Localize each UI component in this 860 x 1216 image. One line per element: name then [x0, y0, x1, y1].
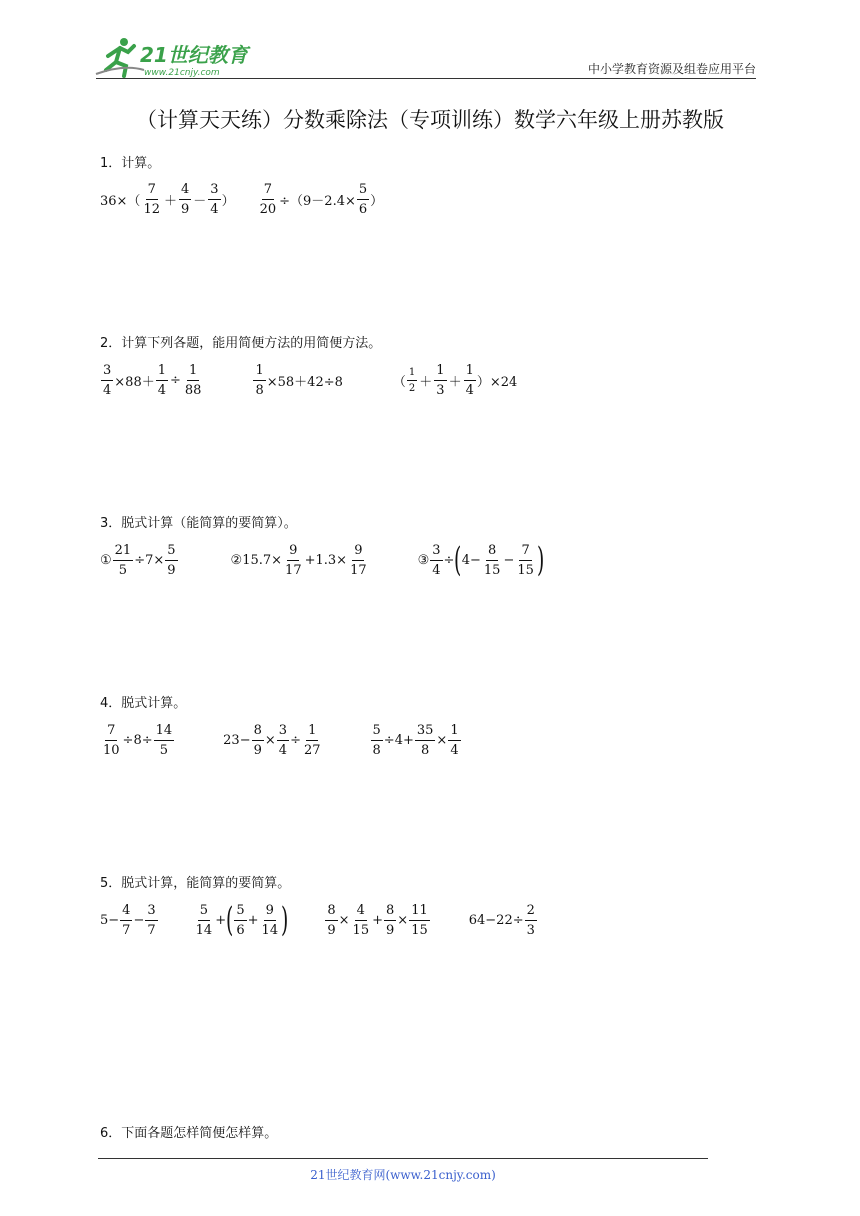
- question-1-expressions: [100, 177, 383, 221]
- denominator: 10: [103, 742, 120, 758]
- expr-text: ÷: [443, 552, 455, 568]
- expr-5a: [100, 903, 159, 938]
- question-6-label: 6．下面各题怎样简便怎样算。: [100, 1126, 278, 1141]
- denominator: 4: [465, 382, 474, 398]
- expr-3c: [417, 540, 545, 580]
- header-platform-text: 中小学教育资源及组卷应用平台: [587, 62, 756, 76]
- question-5-label: 5．脱式计算，能简算的要简算。: [100, 876, 291, 891]
- numerator: 8: [486, 543, 498, 561]
- numerator: 1: [448, 723, 460, 741]
- question-1-label: 1．计算。: [100, 156, 161, 171]
- denominator: 7: [122, 922, 131, 938]
- operator: +: [215, 912, 227, 928]
- question-4-expressions: [100, 718, 462, 762]
- numerator: 9: [352, 543, 364, 561]
- operator: ×: [264, 732, 276, 748]
- fraction: [156, 363, 168, 398]
- expr-text: ×58＋42÷8: [266, 374, 343, 390]
- fraction: [515, 543, 536, 578]
- expr-text: ）: [370, 193, 384, 209]
- left-paren: (: [454, 540, 462, 580]
- fraction: [141, 182, 162, 217]
- denominator: 8: [372, 742, 381, 758]
- expr-4c: [370, 723, 462, 758]
- numerator: 1: [464, 363, 476, 381]
- expr-text: ÷7×: [134, 552, 165, 568]
- numerator: 2: [525, 903, 537, 921]
- denominator: 9: [167, 562, 176, 578]
- numerator: 35: [415, 723, 436, 741]
- logo-url: www.21cnjy.com: [144, 68, 220, 78]
- denominator: 3: [526, 922, 535, 938]
- site-logo: [94, 34, 259, 80]
- expr-3a: [100, 543, 179, 578]
- expr-text: ③: [417, 552, 430, 568]
- fraction: [409, 903, 430, 938]
- fraction: [415, 723, 436, 758]
- operator: ÷: [290, 732, 301, 748]
- operator: ×: [397, 912, 409, 928]
- footer-text[interactable]: 21世纪教育网(www.21cnjy.com): [310, 1168, 496, 1182]
- operator: ＋: [448, 374, 462, 390]
- fraction: [234, 903, 246, 938]
- expr-text: ÷（9－2.4×: [279, 193, 356, 209]
- denominator: 4: [432, 562, 441, 578]
- fraction: [260, 903, 281, 938]
- numerator: 1: [434, 363, 446, 381]
- expr-text: ）: [221, 193, 235, 209]
- numerator: 1: [253, 363, 265, 381]
- denominator: 9: [181, 201, 190, 217]
- operator: ＋: [419, 374, 433, 390]
- operator: +: [372, 912, 383, 928]
- denominator: 4: [278, 742, 288, 758]
- operator: ×: [338, 912, 350, 928]
- numerator: 9: [287, 543, 299, 561]
- page-title: （计算天天练）分数乘除法（专项训练）数学六年级上册苏教版: [136, 108, 724, 132]
- fraction: [183, 363, 204, 398]
- numerator: 7: [262, 182, 274, 200]
- expr-text: ①: [100, 552, 112, 568]
- expr-text: 64−22÷: [468, 912, 524, 928]
- fraction: [371, 723, 383, 758]
- denominator: 17: [350, 562, 367, 578]
- expr-5d: [469, 903, 538, 938]
- fraction: [434, 363, 446, 398]
- numerator: 5: [234, 903, 246, 921]
- operator: ＋: [163, 193, 177, 209]
- denominator: 4: [450, 742, 459, 758]
- numerator: 7: [519, 543, 531, 561]
- expr-text: ÷8÷: [122, 732, 153, 748]
- fraction: [179, 182, 191, 217]
- denominator: 8: [255, 382, 264, 398]
- denominator: 7: [147, 922, 156, 938]
- numerator: 9: [264, 903, 276, 921]
- operator: +: [247, 912, 259, 928]
- fraction: [113, 543, 134, 578]
- fraction: [302, 723, 323, 758]
- header-divider: [96, 78, 756, 79]
- denominator: 88: [184, 382, 202, 398]
- numerator: 3: [430, 543, 442, 561]
- denominator: 5: [159, 742, 169, 758]
- numerator: 5: [371, 723, 383, 741]
- denominator: 2: [408, 382, 416, 394]
- expr-text: （: [392, 374, 406, 390]
- numerator: 11: [409, 903, 430, 921]
- fraction: [165, 543, 177, 578]
- operator: −: [133, 912, 145, 928]
- fraction: [283, 543, 304, 578]
- numerator: 8: [252, 723, 264, 741]
- operator: ×: [436, 732, 448, 748]
- numerator: 1: [187, 363, 199, 381]
- fraction: [325, 903, 337, 938]
- expr-2c: [393, 363, 517, 398]
- denominator: 9: [253, 742, 262, 758]
- fraction: [145, 903, 157, 938]
- numerator: 1: [156, 363, 168, 381]
- expr-text: 23−: [223, 732, 251, 748]
- expr-4a: [100, 723, 175, 758]
- expr-1a: [100, 182, 235, 217]
- expr-text: 4−: [461, 552, 481, 568]
- denominator: 4: [210, 201, 219, 217]
- fraction: [384, 903, 396, 938]
- question-3-expressions: [100, 538, 544, 582]
- denominator: 15: [517, 562, 534, 578]
- expr-5b: [193, 900, 289, 940]
- numerator: 3: [277, 723, 289, 741]
- fraction: [120, 903, 132, 938]
- operator: ÷: [170, 372, 181, 388]
- footer-divider: [98, 1158, 708, 1159]
- numerator: 3: [145, 903, 157, 921]
- expr-2a: [100, 363, 204, 398]
- denominator: 15: [352, 922, 370, 938]
- denominator: 15: [483, 562, 501, 578]
- expr-4b: [223, 723, 323, 758]
- operator: －: [193, 193, 207, 209]
- fraction: [252, 723, 264, 758]
- expr-text: +1.3×: [304, 552, 348, 568]
- fraction: [482, 543, 503, 578]
- numerator: 5: [165, 543, 177, 561]
- numerator: 3: [101, 363, 113, 381]
- expr-1b: [257, 182, 384, 217]
- numerator: 7: [146, 182, 158, 200]
- numerator: 3: [208, 182, 220, 200]
- expr-text: ）×24: [476, 374, 518, 390]
- fraction: [464, 363, 476, 398]
- question-4-label: 4．脱式计算。: [100, 696, 187, 711]
- denominator: 5: [118, 562, 128, 578]
- denominator: 17: [285, 562, 302, 578]
- numerator: 8: [325, 903, 337, 921]
- fraction: [101, 363, 113, 398]
- fraction: [194, 903, 215, 938]
- expr-text: ÷4+: [383, 732, 414, 748]
- denominator: 8: [420, 742, 430, 758]
- right-paren: ): [536, 540, 545, 580]
- fraction: [253, 363, 265, 398]
- expr-text: 36×（: [100, 193, 141, 209]
- left-paren: (: [226, 900, 234, 940]
- expr-5c: [324, 903, 430, 938]
- question-3-label: 3．脱式计算（能简算的要简算）。: [100, 516, 297, 531]
- question-2-label: 2．计算下列各题，能用简便方法的用简便方法。: [100, 336, 382, 351]
- numerator: 4: [179, 182, 191, 200]
- denominator: 3: [436, 382, 445, 398]
- denominator: 12: [143, 201, 160, 217]
- denominator: 27: [303, 742, 321, 758]
- fraction: [277, 723, 289, 758]
- fraction: [154, 723, 175, 758]
- denominator: 15: [411, 922, 428, 938]
- denominator: 4: [157, 382, 166, 398]
- expr-3b: [231, 543, 370, 578]
- numerator: 4: [355, 903, 367, 921]
- numerator: 5: [357, 182, 369, 200]
- denominator: 20: [259, 201, 277, 217]
- denominator: 14: [195, 922, 213, 938]
- fraction: [430, 543, 442, 578]
- fraction: [208, 182, 220, 217]
- fraction: [357, 182, 369, 217]
- fraction: [351, 903, 372, 938]
- numerator: 4: [120, 903, 132, 921]
- right-paren: ): [281, 900, 289, 940]
- expr-text: 5−: [100, 912, 120, 928]
- denominator: 4: [103, 382, 112, 398]
- numerator: 7: [105, 723, 117, 741]
- fraction: [348, 543, 369, 578]
- denominator: 6: [236, 922, 245, 938]
- question-2-expressions: [100, 358, 517, 402]
- numerator: 5: [198, 903, 210, 921]
- denominator: 9: [327, 922, 336, 938]
- fraction: [101, 723, 122, 758]
- expr-text: ×88＋: [114, 374, 155, 390]
- question-5-expressions: [100, 898, 538, 942]
- numerator: 1: [407, 367, 417, 381]
- denominator: 9: [386, 922, 395, 938]
- operator: −: [503, 552, 515, 568]
- numerator: 1: [306, 723, 318, 741]
- fraction: [525, 903, 537, 938]
- denominator: 14: [261, 922, 279, 938]
- denominator: 6: [358, 201, 368, 217]
- expr-text: ②15.7×: [230, 552, 283, 568]
- fraction: [258, 182, 279, 217]
- numerator: 14: [154, 723, 175, 741]
- fraction: [448, 723, 460, 758]
- numerator: 8: [384, 903, 396, 921]
- expr-2b: [252, 363, 342, 398]
- fraction: [407, 367, 417, 394]
- logo-text: 21世纪教育: [140, 43, 248, 67]
- numerator: 21: [113, 543, 134, 561]
